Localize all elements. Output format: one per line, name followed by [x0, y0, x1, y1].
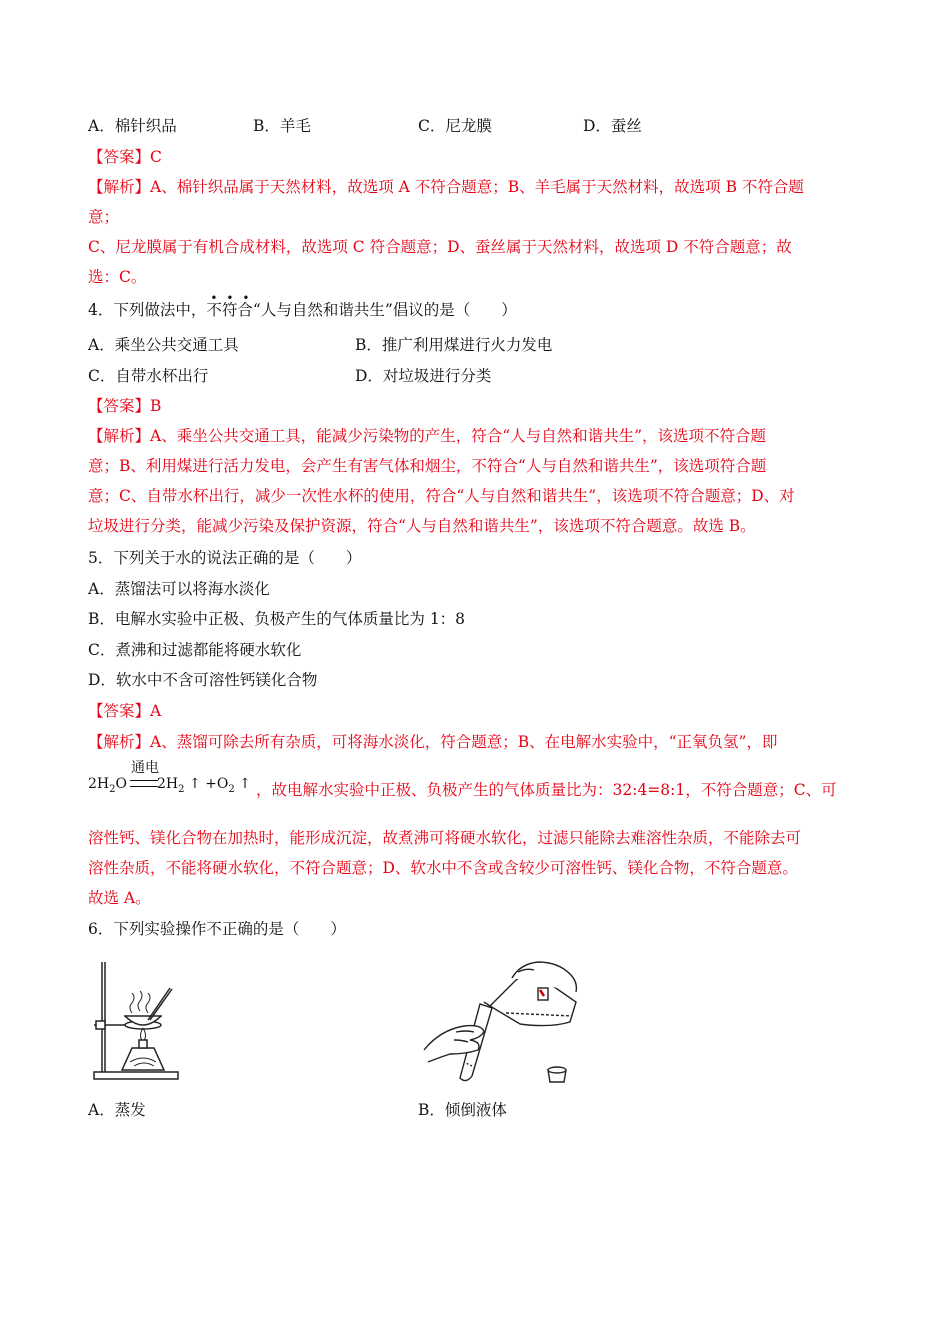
q3-analysis-line-1: [88, 177, 804, 197]
equation-product-1-subscript: 2: [178, 784, 185, 795]
analysis-tag: 【解析】: [88, 178, 151, 196]
q4-stem-emphasis-text: 不符合: [206, 301, 253, 319]
equation-product-2-subscript: 2: [228, 784, 235, 795]
q3-answer-value: C: [150, 148, 162, 166]
q5-option-a: A．蒸馏法可以将海水淡化: [88, 580, 270, 598]
q5-answer: [88, 701, 161, 721]
equation-equals-sign: [130, 780, 158, 787]
q3-analysis-line-3: C、尼龙膜属于有机合成材料，故选项 C 符合题意；D、蚕丝属于天然材料，故选项 D 不符合题意；故: [88, 238, 792, 256]
q3-analysis-text-1: A、棉针织品属于天然材料，故选项 A 不符合题意；B、羊毛属于天然材料，故选项 B 不符合题: [150, 178, 804, 196]
answer-tag: 【答案】: [88, 148, 151, 166]
figure-b-caption: B．倾倒液体: [418, 1101, 507, 1119]
q4-analysis-text-1: A、乘坐公共交通工具，能减少污染物的产生，符合“人与自然和谐共生”，该选项不符合题: [150, 427, 767, 445]
q4-stem-prefix: 4．下列做法中，: [88, 301, 207, 319]
equation-reactant-subscript: 2: [109, 784, 116, 795]
q5-analysis-line-3: 溶性钙、镁化合物在加热时，能形成沉淀，故煮沸可将硬水软化，过滤只能除去难溶性杂质，不能除去可: [88, 829, 802, 847]
q4-option-b: B．推广利用煤进行火力发电: [355, 336, 553, 354]
q4-stem: [88, 291, 517, 320]
q5-answer-value: A: [150, 702, 162, 720]
answer-tag: 【答案】: [88, 397, 151, 415]
pouring-liquid-figure: [420, 958, 585, 1088]
q5-analysis-line-5: 故选 A。: [88, 889, 151, 907]
equation-arrow-plus: ↑ +O: [188, 776, 229, 792]
electrolysis-equation: [88, 760, 251, 796]
q3-analysis-line-4: 选：C。: [88, 268, 147, 286]
equation-product-1: 2H: [156, 776, 179, 792]
equation-arrow-2: ↑: [239, 776, 251, 792]
equation-reactant: 2H: [88, 776, 110, 792]
q4-option-c: C．自带水杯出行: [88, 367, 209, 385]
q4-analysis-line-3: 意；C、自带水杯出行，减少一次性水杯的使用，符合“人与自然和谐共生”，该选项不符合题意；D、对: [88, 487, 795, 505]
q5-analysis-line-4: 溶性杂质，不能将硬水软化，不符合题意；D、软水中不含或含较少可溶性钙、镁化合物，不符合题意。: [88, 859, 798, 877]
q4-analysis-line-1: [88, 426, 766, 446]
figure-a-caption: A．蒸发: [88, 1101, 146, 1119]
q3-analysis-line-2: 意；: [88, 208, 120, 226]
q6-stem: 6．下列实验操作不正确的是（ ）: [88, 920, 346, 938]
equation-condition: 通电: [131, 760, 159, 776]
q5-analysis-text-1: A、蒸馏可除去所有杂质，可将海水淡化，符合题意；B、在电解水实验中，“正氧负氢”，即: [150, 733, 778, 751]
q4-stem-suffix: “人与自然和谐共生”倡议的是（ ）: [252, 301, 517, 319]
q3-option-d: D．蚕丝: [583, 117, 642, 135]
q3-option-c: C．尼龙膜: [418, 117, 492, 135]
q5-option-d: D．软水中不含可溶性钙镁化合物: [88, 671, 318, 689]
analysis-tag: 【解析】: [88, 733, 151, 751]
q5-option-b: B．电解水实验中正极、负极产生的气体质量比为 1：8: [88, 610, 466, 628]
evaporation-apparatus-figure: [88, 958, 188, 1084]
answer-tag: 【答案】: [88, 702, 151, 720]
q3-answer: [88, 147, 162, 167]
q4-option-d: D．对垃圾进行分类: [355, 367, 492, 385]
q5-option-c: C．煮沸和过滤都能将硬水软化: [88, 641, 302, 659]
q5-analysis-line-2: ，故电解水实验中正极、负极产生的气体质量比为：32:4=8:1，不符合题意；C、可: [256, 781, 837, 799]
analysis-tag: 【解析】: [88, 427, 151, 445]
q4-analysis-line-2: 意；B、利用煤进行活力发电，会产生有害气体和烟尘，不符合“人与自然和谐共生”，该选项符合题: [88, 457, 767, 475]
q4-answer: [88, 396, 161, 416]
q5-analysis-line-1: [88, 732, 777, 752]
q4-analysis-line-4: 垃圾进行分类，能减少污染及保护资源，符合“人与自然和谐共生”，该选项不符合题意。故选 B。: [88, 517, 756, 535]
q5-stem: 5．下列关于水的说法正确的是（ ）: [88, 549, 362, 567]
q3-option-b: B．羊毛: [253, 117, 311, 135]
q3-option-a: A．棉针织品: [88, 117, 177, 135]
q4-answer-value: B: [150, 397, 162, 415]
q4-option-a: A．乘坐公共交通工具: [88, 336, 239, 354]
q4-stem-emphasis: • • • 不符合: [206, 291, 253, 319]
equation-reactant-tail: O: [115, 776, 127, 792]
